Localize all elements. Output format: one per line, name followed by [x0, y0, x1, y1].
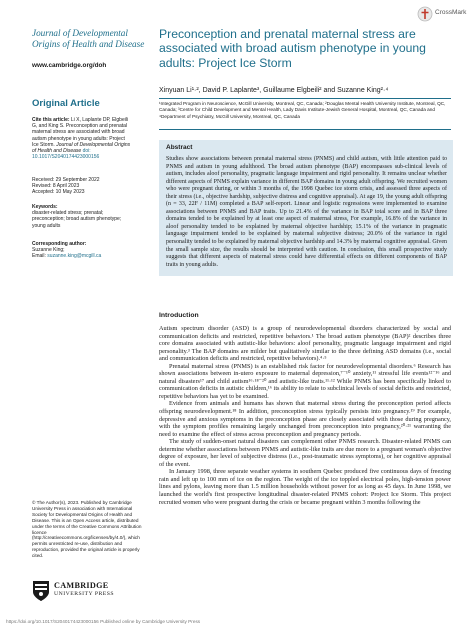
body-paragraph: The study of sudden-onset natural disasters can complement other PNMS research. Disaster-related PNMS can determine whether associations between PNMS and autistic-like traits are due more to a pregnant woman's objective degree of exposure, her level of subjective distress (i.e., post-traumatic stress symptoms), or her cognitive appraisal of the event. — [159, 438, 451, 468]
cite-label: Cite this article: — [32, 117, 70, 123]
abstract-box — [159, 140, 453, 276]
author-names: Xinyuan Li¹·², David P. Laplante³, Guillaume Elgbeili² and Suzanne King²·⁴ — [159, 87, 389, 94]
crossmark-badge[interactable] — [417, 6, 467, 22]
cite-doi-link[interactable]: doi: 10.1017/S2040174423000156 — [32, 148, 100, 161]
cambridge-shield-icon — [32, 580, 50, 602]
publisher-logo — [32, 580, 142, 604]
footer-doi-line[interactable]: https://doi.org/10.1017/S2040174423000156 Published online by Cambridge University Press — [6, 619, 201, 624]
article-type: Original Article — [32, 98, 100, 109]
email-link[interactable]: suzanne.king@mcgill.ca — [47, 253, 102, 260]
keywords-text: disaster-related stress; prenatal; preconception; broad autism phenotype; young adults — [32, 210, 122, 229]
cite-journal: Journal of Developmental Origins of Health and Disease — [32, 141, 131, 155]
keywords-block — [32, 204, 132, 229]
abstract-heading: Abstract — [166, 144, 193, 151]
authors-divider — [159, 98, 451, 99]
body-paragraph: Prenatal maternal stress (PNMS) is an established risk factor for neurodevelopmental disorders.⁶ Research has shown associations between in-utero exposure to maternal depression,⁷⁻¹⁰ anxiety,¹¹ stressful life events¹²⁻¹⁶ and natural disasters¹⁷ and child autism¹⁶·¹⁸⁻²⁰ and autistic-like traits.¹¹·¹² While PNMS has been specifically linked to communication deficits in autistic children,¹⁶ its ability to relate to subclinical levels of social deficits and restricted, repetitive behaviors has yet to be examined. — [159, 362, 451, 400]
body-paragraph: Evidence from animals and humans has shown that maternal stress during the preconception period affects offspring neurodevelopment.¹⁸ In addition, preconception stress typically persists into pregnancy.¹⁹ For example, depressive and anxious symptoms in the preconception phase are closely associated with those during pregnancy, with the symptom profiles remaining largely unchanged from preconception into pregnancy,²⁰·²¹ warranting the need to examine the effect of stress across preconception and pregnancy periods. — [159, 400, 451, 438]
introduction-body — [159, 325, 451, 506]
journal-website-link[interactable]: www.cambridge.org/doh — [32, 62, 107, 69]
cite-text: Li X, Laplante DP, Elgbeili G, and King S. Preconception and prenatal maternal stress are associated with broad autism phenotype in young adults: Project Ice Storm. — [32, 117, 129, 148]
abstract-text: Studies show associations between prenatal maternal stress (PNMS) and child autism, with little attention paid to PNMS and autism in young adulthood. The broad autism phenotype (BAP) encompasses sub-clinical levels of autism, includes aloof personality, pragmatic language impairment and rigid personality. It remains unclear whether different aspects of PNMS explain variance in different BAP domains in young adult offspring. We recruited women who were pregnant during, or within 3 months of, the 1998 Quebec ice storm crisis, and assessed three aspects of their stress (i.e., objective hardship, subjective distress and cognitive appraisal). At age 19, the young adult offspring (n = 33, 22F / 11M) completed a BAP self-report. Linear and logistic regressions were implemented to examine associations between PNMS and BAP traits. Up to 21.4% of the variance in BAP total score and in BAP three domains tended to be explained by at least one aspect of maternal stress, For example, 16.8% of the variance in aloof personality tended to be explained by maternal objective hardship; 15.1% of the variance in pragmatic language impairment tended to be explained by maternal subjective distress; 20.0% of the variance in rigid personality tended to be explained by maternal objective hardship and 14.3% by maternal cognitive appraisal. Given the small sample size, the results should be interpreted with caution. In conclusion, this small prospective study suggests that different aspects of maternal stress could have differential effects on different components of BAP traits in young adults. — [166, 156, 447, 268]
affiliations-divider — [159, 129, 451, 130]
body-paragraph: In January 1998, three separate weather systems in southern Quebec produced five continuous days of freezing rain and left up to 100 mm of ice on the region. The weight of the ice toppled electrical poles, high-tension power lines and pylons, leaving more than 1.5 million households without power for as long as 45 days. In June 1998, we launched the world's first prospective longitudinal disaster-related PNMS cohort: Project Ice Storm. This project recruited women who were pregnant during the crisis or became pregnant within 3 months following the — [159, 468, 451, 506]
journal-name: Journal of Developmental Origins of Health and Disease — [32, 28, 145, 49]
author-list — [159, 87, 388, 94]
corresponding-block — [32, 241, 132, 260]
received-date: Received: 29 September 2022 — [32, 177, 100, 183]
introduction-heading: Introduction — [159, 312, 199, 319]
email-line — [32, 253, 132, 259]
dates-block — [32, 177, 132, 196]
corresponding-name: Suzanne King; — [32, 247, 65, 254]
copyright-notice: © The Author(s), 2023. Published by Cambridge University Press in association with International Society for Developmental Origins of Health and Disease. This is an Open Access article, distributed under the terms of the Creative Commons Attribution licence (http://creativecommons.org/licenses/by/4.0/), which permits unrestricted re-use, distribution and reproduction, provided the original article is properly cited. — [32, 500, 142, 559]
crossmark-label: CrossMark — [435, 9, 467, 16]
publisher-name: CAMBRIDGE — [54, 581, 109, 590]
citation-block — [32, 117, 132, 160]
revised-date: Revised: 8 April 2023 — [32, 183, 80, 190]
keywords-label: Keywords: — [32, 204, 58, 210]
publisher-subname: UNIVERSITY PRESS — [54, 591, 115, 597]
body-paragraph: Autism spectrum disorder (ASD) is a group of neurodevelopmental disorders characterized by social and communication deficits and restricted, repetitive behaviors.¹ The broad autism phenotype (BAP)² describes three core domains associated with autistic-like behaviors: aloof personality, pragmatic language impairment and rigid personality.³ The BAP domains are milder but qualitatively similar to the three defining ASD domains (i.e., social and communication deficits and restricted, repetitive behaviors).⁴·⁵ — [159, 325, 451, 363]
article-title: Preconception and prenatal maternal stress are associated with broad autism phenotype in young adults: Project Ice Storm — [159, 27, 426, 70]
corresponding-label: Corresponding author: — [32, 241, 87, 247]
accepted-date: Accepted: 10 May 2023 — [32, 189, 85, 196]
email-label: Email: — [32, 253, 46, 260]
crossmark-icon — [417, 6, 433, 22]
affiliations: ¹Integrated Program in Neuroscience, McGill University, Montreal, QC, Canada; ²Douglas Mental Health University Institute, Montreal, QC, Canada; ³Centre for Child Development and Mental Health, Lady Davis Institute-Jewish General Hospital, Montreal, QC, Canada and ⁴Department of Psychiatry, McGill University, Montreal, QC, Canada — [159, 101, 446, 119]
